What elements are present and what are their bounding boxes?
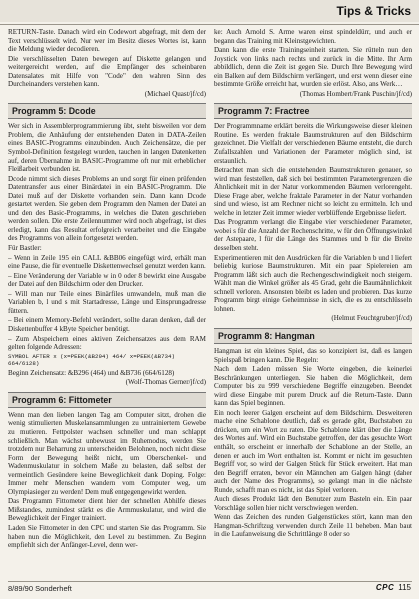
- program-7-title: Programm 7: Fractree: [214, 103, 412, 119]
- paragraph: – Eine Veränderung der Variable w in 0 oder 8 bewirkt eine Ausgabe der Datei auf den Bildschirm oder den Drucker.: [8, 271, 206, 289]
- paragraph: Die verschlüsselten Daten bewegen auf Diskette gelangen und weitergereicht werden, auf die Empfänger des scheinbaren Datensalates mit Hilfe von "Code" den wahren Sinn des Durcheinanders verstehen kann.: [8, 54, 206, 89]
- article-columns: [8, 28, 412, 576]
- paragraph: – Will man nur Teile eines Binärfiles umwandeln, muß man die Variablen b, l und s mit Startadresse, Länge und Einsprungadresse füttern.: [8, 289, 206, 315]
- paragraph: Beginn Zeichensatz: &B296 (464) und &B736 (664/6128): [8, 368, 175, 377]
- footer-rule: [8, 581, 412, 582]
- paragraph: Laden Sie Fittometer in den CPC und starten Sie das Programm. Sie haben nun die Möglichkeit, den Level zu bestimmen. Zu Beginn empfiehlt sich der Anfänger-Level, denn wer-: [8, 523, 206, 550]
- paragraph: Wenn das Zeichen des runden Galgenstückes stört, kann man den Hangman-Schriftzug verwenden durch Zeile 11 beheben. Man baut in die Laufanweisung die Schrittlänge 8 oder so: [214, 513, 412, 539]
- program-6-title: Programm 6: Fittometer: [8, 392, 206, 408]
- program-8-title: Programm 8: Hangman: [214, 328, 412, 344]
- paragraph: Hangman ist ein kleines Spiel, das so konzipiert ist, daß es langen Spielspaß bringen kann. Die Regeln:: [214, 346, 412, 364]
- paragraph: – Zum Abspeichern eines aktiven Zeichensatzes aus dem RAM gelten folgende Adressen:: [8, 334, 206, 352]
- author-signature: (Thomas Hombert/Frank Puschin/jf/cd): [299, 89, 412, 98]
- author-signature: (Wolf-Thomas Gerner/jf/cd): [125, 378, 206, 387]
- paragraph: Nach dem Laden müssen Sie Worte eingeben, die keinerlei Beschränkungen unterliegen. Sie haben die Möglichkeit, dem Computer bis zu 999 verschiedene Begriffe einzugeben. Beendet wird diese Eingabe mit purem Druck auf die Return-Taste. Dann kann das Spiel beginnen.: [214, 365, 412, 408]
- magazine-logo: CPC: [375, 583, 395, 592]
- paragraph: Auch dieses Produkt lädt den Benutzer zum Basteln ein. Ein paar Vorschläge sollen hier nicht verschwiegen werden.: [214, 495, 412, 512]
- left-column: [8, 28, 206, 576]
- page-number: 115: [398, 583, 411, 592]
- paragraph: Das Programm Fittometer dient hier der schnellen Abhilfe dieses Mißstandes, zumindest stärkt es die Armmuskulatur, und wird die Beweglichkeit der Finger trainiert.: [8, 497, 206, 523]
- author-signature: (Michael Quast/jf/cd): [144, 89, 206, 98]
- paragraph: Wenn man den lieben langen Tag am Computer sitzt, drohen die wenig stimulierten Muskelansammlungen zu untrainiertem Gewebe zu mutieren. Fettpolster wachsen schneller und man schlappt schließlich. Man wächst unbewusst im Ruhemodus, werden Sie trotzdem nur Beharrung zu unterscheiden Belohnen, noch nicht diese Form der Bewegung heißt nicht, um Oberschenkel- und Wadenmuskulatur in solchem Maße zu belasten, daß selbst der vermeintlich Gesündere keine Beweglichkeit dank Doping. Folge: Immer mehr Menschen wandern vom Computer weg, um Olympiasieger zu werden! Dem muß entgegengewirkt werden.: [8, 410, 206, 496]
- paragraph: Ein noch leerer Galgen erscheint auf dem Bildschirm. Desweiteren mache eine Schablone deutlich, daß es gerade gibt, Buchstaben zu drücken, um ein Wort zu raten. Die Schablone klärt über die Länge des Wortes auf. Wird ein Buchstabe getroffen, der das gesuchte Wort enthält, so erscheint er innerhalb der Schablone an der Stelle, an denen er auch im Wort enthalten ist. Kommt er nicht im gesuchten Begriff vor, so wird der Galgen Stück für Stück erweitert. Hat man den Begriff erraten, bevor ein Männchen am Galgen hängt (daher auch der Name des Programms), so gelangt man in die nächste Runde, schafft man es nicht, ist das Spiel verloren.: [214, 408, 412, 494]
- paragraph: Der Programmname erklärt bereits die Wirkungsweise dieser kleinen Routine. Es werden fraktale Baumstrukturen auf den Bildschirm gezeichnet. Die Vielfalt der verschiedenen Bäume entsteht, die durch Zufallszahlen und Variationen der Parameter möglich sind, ist erstaunlich.: [214, 122, 412, 165]
- paragraph: – Bei einem Memory-Befehl verändert, sollte daran denken, daß der Diskettenbuffer 4 kByte Speicher benötigt.: [8, 316, 206, 333]
- right-column: [214, 28, 412, 576]
- paragraph: Betrachtet man sich die entstehenden Baumstrukturen genauer, so wird man feststellen, daß sich bei bestimmten Parametergrenzen die Ähnlichkeit mit in der Natur vorkommenden Bäumen verlorengeht. Diese Frage aber, welche fraktale Parameter in der Natur vorhanden sind und wieso, ist am Rechner nicht so leicht zu ermitteln. Ich und welche in letzter Zeit immer wieder verblüffende Ergebnisse liefert.: [214, 166, 412, 217]
- paragraph: Das Programm verlangt die Eingabe vier verschiedener Parameter, wobei s für die Anzahl der Rechenschritte, w für den Öffnungswinkel der Astepaare, l für die Länge des Stammes und b für die Breite desselben steht.: [214, 218, 412, 253]
- paragraph: Dcode nimmt sich dieses Problems an und sorgt für einen prüfenden Datentransfer aus einer Binärdatei in ein BASIC-Programm. Die Datei muß auf der Diskette vorhanden sein. Dann kann Dcode gestartet werden. Sie geben dem Programm den Namen der Datei an und den des Basic-Programms, in welches die Daten geschrieben werden sollen. Die erste Zeilennummer wird noch abgefragt, ist dies erledigt, kann das Resultat erfolgreich verarbeitet und die Eingabe des Programms von allein fortgesetzt werden.: [8, 174, 206, 243]
- paragraph: – Wenn in Zeile 195 ein CALL &BB06 eingefügt wird, erhält man eine Pause, die für eventuelle Diskettenwechsel genutzt werden kann.: [8, 253, 206, 271]
- paragraph: Dann kann die erste Trainingseinheit starten. Sie rütteln nun den Joystick von links nach rechts und zurück in die Mitte. Ihr Arm abbildlich, denn die Zeit ist gegen Sie. Durch Ihre Bewegung wird ein Balken auf dem Bildschirm verlängert, und erst wenn dieser eine bestimmte Größe erreicht hat, wurden sie erlöst. Also, ans Werk…: [214, 46, 412, 89]
- page-footer: [376, 583, 411, 592]
- issue-label: 8/89/90 Sonderheft: [8, 584, 72, 593]
- header-rule: [0, 24, 419, 25]
- section-label: Tips & Tricks: [336, 4, 411, 18]
- program-5-title: Programm 5: Dcode: [8, 103, 206, 119]
- author-signature: (Helmut Feuchtgruber/jf/cd): [331, 314, 412, 323]
- paragraph: RETURN-Taste. Danach wird ein Codewort abgefragt, mit dem der Text verschlüsselt wird. Nur wer im Besitz dieses Wortes ist, kann die Meldung wieder decodieren.: [8, 28, 206, 54]
- paragraph: Für Bastler:: [8, 244, 42, 253]
- paragraph: Wer sich in Assemblerprogrammierung übt, steht bisweilen vor dem Problem, die Anhäufung der entstehenden Daten in DATA-Zeilen eines BASIC-Programms einzubinden. Auch Zeichensätze, die per Symbol-Definition festgelegt wurden, tauchen in langen Datenketten auf, deren Übernahme in BASIC-Programme oft nur mit erheblicher Fleißarbeit verbunden ist.: [8, 122, 206, 174]
- paragraph: Experimentieren mit den Ausdrücken für die Variablen b und l liefert beliebig kuriose Baumstrukturen. Mit ein paar Spielereien am Programm läßt sich auch die Rechengeschwindigkeit noch steigern. Wählt man die Winkel größer als 45 Grad, geht die Baumähnlichkeit schnell verloren. Ansonsten bleibt es laden und probieren. Das kurze Programm birgt einige Geheimnisse in sich, die es zu entschlüsseln lohnen.: [214, 253, 412, 313]
- code-line: SYMBOL AFTER x (x=PEEK(&B294) 464/ x=PEEK(&B734) 664/6128): [8, 352, 179, 368]
- paragraph: ke: Auch Arnold S. Arme waren einst spindeldürr, und auch er begann das Training mit Kleinstgewichten.: [214, 28, 412, 45]
